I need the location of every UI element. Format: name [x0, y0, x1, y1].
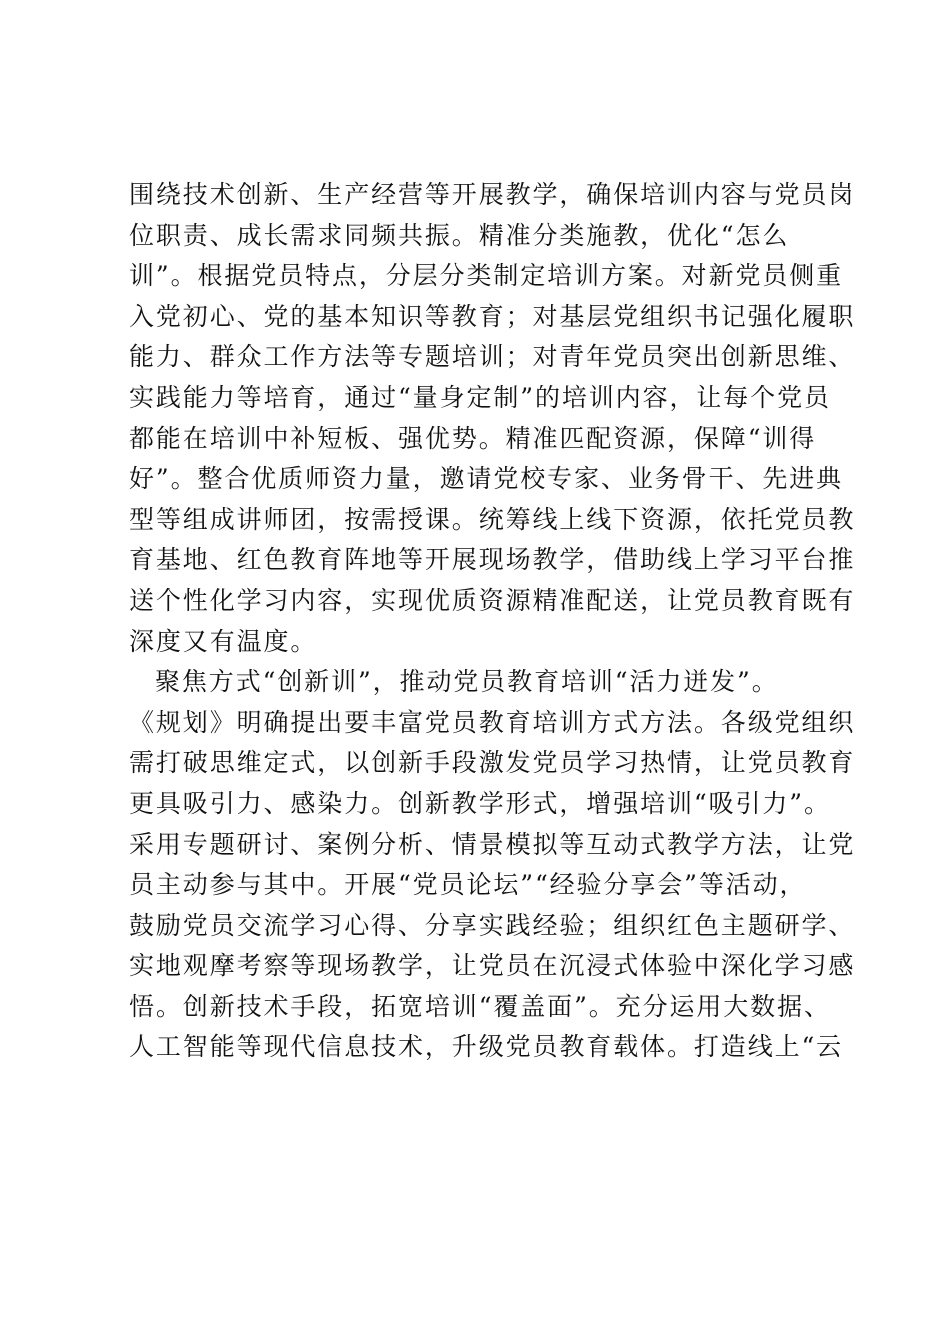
- text-line: 型等组成讲师团，按需授课。统筹线上线下资源，依托党员教: [129, 504, 856, 534]
- text-line: 深度又有温度。: [129, 626, 318, 656]
- text-line: 围绕技术创新、生产经营等开展教学，确保培训内容与党员岗: [129, 180, 856, 209]
- text-line: 需打破思维定式，以创新手段激发党员学习热情，让党员教育: [129, 748, 856, 778]
- text-line: 更具吸引力、感染力。创新教学形式，增强培训“吸引力”。: [129, 788, 831, 818]
- text-line: 员主动参与其中。开展“党员论坛”“经验分享会”等活动，: [129, 870, 807, 900]
- text-line: 采用专题研讨、案例分析、情景模拟等互动式教学方法，让党: [129, 829, 856, 859]
- text-line: 好”。整合优质师资力量，邀请党校专家、业务骨干、先进典: [129, 464, 844, 494]
- text-line: 送个性化学习内容，实现优质资源精准配送，让党员教育既有: [129, 585, 856, 615]
- text-line: 悟。创新技术手段，拓宽培训“覆盖面”。充分运用大数据、: [129, 991, 831, 1021]
- text-line: 《规划》明确提出要丰富党员教育培训方式方法。各级党组织: [129, 707, 856, 737]
- body-text: [129, 175, 856, 1068]
- text-line: 都能在培训中补短板、强优势。精准匹配资源，保障“训得: [129, 423, 817, 453]
- paragraph-heading-line: 聚焦方式“创新训”，推动党员教育培训“活力迸发”。: [155, 667, 779, 697]
- text-line: 人工智能等现代信息技术，升级党员教育载体。打造线上“云: [129, 1032, 844, 1062]
- text-line: 实践能力等培育，通过“量身定制”的培训内容，让每个党员: [129, 382, 831, 412]
- text-line: 入党初心、党的基本知识等教育；对基层党组织书记强化履职: [129, 301, 856, 331]
- text-line: 训”。根据党员特点，分层分类制定培训方案。对新党员侧重: [129, 261, 844, 291]
- text-line: 能力、群众工作方法等专题培训；对青年党员突出创新思维、: [129, 342, 856, 372]
- text-line: 鼓励党员交流学习心得、分享实践经验；组织红色主题研学、: [129, 910, 856, 940]
- text-line: 实地观摩考察等现场教学，让党员在沉浸式体验中深化学习感: [129, 951, 856, 981]
- text-line: 位职责、成长需求同频共振。精准分类施教，优化“怎么: [129, 220, 790, 250]
- text-line: 育基地、红色教育阵地等开展现场教学，借助线上学习平台推: [129, 545, 856, 575]
